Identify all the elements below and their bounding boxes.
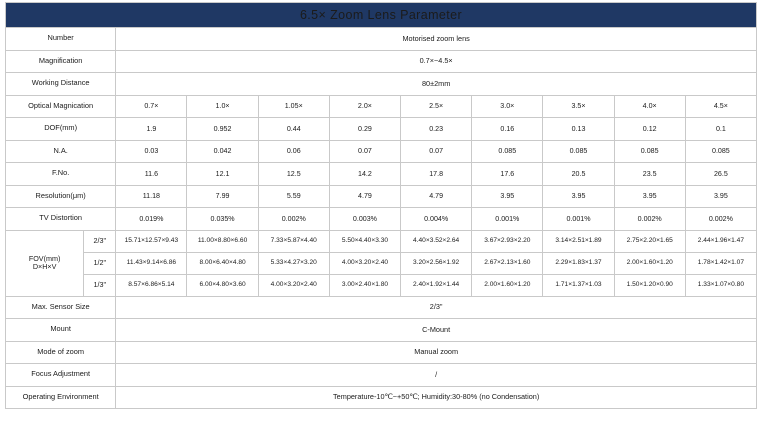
row-label-magnification: Magnification xyxy=(6,50,116,73)
cell-resolution-0: 11.18 xyxy=(116,185,187,208)
table-row-number xyxy=(6,28,757,51)
cell-resolution-3: 4.79 xyxy=(329,185,400,208)
cell-resolution-8: 3.95 xyxy=(685,185,756,208)
row-label-fov-main: FOV(mm) xyxy=(28,253,61,263)
row-value-mode-of-zoom: Manual zoom xyxy=(116,341,757,364)
page-title: 6.5× Zoom Lens Parameter xyxy=(6,3,757,28)
cell-fov-1-8: 1.78×1.42×1.07 xyxy=(685,252,756,274)
row-label-operating-environment: Operating Environment xyxy=(6,386,116,409)
cell-tv-distortion-5: 0.001% xyxy=(472,208,543,231)
row-label-mode-of-zoom: Mode of zoom xyxy=(6,341,116,364)
cell-fov-2-3: 3.00×2.40×1.80 xyxy=(329,274,400,296)
fov-sensor-0: 2/3" xyxy=(84,230,116,252)
cell-optical-magnication-1: 1.0× xyxy=(187,95,258,118)
cell-tv-distortion-8: 0.002% xyxy=(685,208,756,231)
table-row-na xyxy=(6,140,757,163)
row-label-fno: F.No. xyxy=(6,163,116,186)
cell-fov-2-1: 6.00×4.80×3.60 xyxy=(187,274,258,296)
row-label-max-sensor-size: Max. Sensor Size xyxy=(6,296,116,319)
cell-tv-distortion-6: 0.001% xyxy=(543,208,614,231)
cell-fno-7: 23.5 xyxy=(614,163,685,186)
row-label-resolution: Resolution(μm) xyxy=(6,185,116,208)
cell-na-3: 0.07 xyxy=(329,140,400,163)
cell-fno-5: 17.6 xyxy=(472,163,543,186)
cell-fno-0: 11.6 xyxy=(116,163,187,186)
table-row-max-sensor-size xyxy=(6,296,757,319)
table-row-fov-3 xyxy=(6,274,757,296)
row-label-optical-magnication: Optical Magnication xyxy=(6,95,116,118)
table-row-magnification xyxy=(6,50,757,73)
table-row-mount xyxy=(6,319,757,342)
row-label-number: Number xyxy=(6,28,116,51)
cell-tv-distortion-1: 0.035% xyxy=(187,208,258,231)
cell-tv-distortion-0: 0.019% xyxy=(116,208,187,231)
fov-sensor-2: 1/3" xyxy=(84,274,116,296)
cell-fov-0-1: 11.00×8.80×6.60 xyxy=(187,230,258,252)
cell-fov-0-4: 4.40×3.52×2.64 xyxy=(401,230,472,252)
row-value-mount: C-Mount xyxy=(116,319,757,342)
table-row-tv-distortion xyxy=(6,208,757,231)
table-row-dof xyxy=(6,118,757,141)
cell-na-2: 0.06 xyxy=(258,140,329,163)
cell-fov-1-7: 2.00×1.60×1.20 xyxy=(614,252,685,274)
cell-na-5: 0.085 xyxy=(472,140,543,163)
cell-resolution-7: 3.95 xyxy=(614,185,685,208)
cell-resolution-6: 3.95 xyxy=(543,185,614,208)
cell-resolution-4: 4.79 xyxy=(401,185,472,208)
table-row-fov-1 xyxy=(6,230,757,252)
cell-resolution-5: 3.95 xyxy=(472,185,543,208)
cell-fov-1-1: 8.00×6.40×4.80 xyxy=(187,252,258,274)
cell-optical-magnication-3: 2.0× xyxy=(329,95,400,118)
cell-fov-2-4: 2.40×1.92×1.44 xyxy=(401,274,472,296)
cell-fov-1-0: 11.43×9.14×6.86 xyxy=(116,252,187,274)
row-label-dof: DOF(mm) xyxy=(6,118,116,141)
spec-table xyxy=(5,2,757,409)
table-row-working-distance xyxy=(6,73,757,96)
cell-fno-6: 20.5 xyxy=(543,163,614,186)
cell-dof-0: 1.9 xyxy=(116,118,187,141)
cell-fov-0-8: 2.44×1.96×1.47 xyxy=(685,230,756,252)
cell-optical-magnication-5: 3.0× xyxy=(472,95,543,118)
cell-fov-2-8: 1.33×1.07×0.80 xyxy=(685,274,756,296)
cell-fov-1-4: 3.20×2.56×1.92 xyxy=(401,252,472,274)
row-label-na: N.A. xyxy=(6,140,116,163)
table-row-resolution xyxy=(6,185,757,208)
cell-dof-7: 0.12 xyxy=(614,118,685,141)
cell-na-8: 0.085 xyxy=(685,140,756,163)
cell-optical-magnication-4: 2.5× xyxy=(401,95,472,118)
cell-na-6: 0.085 xyxy=(543,140,614,163)
cell-fno-8: 26.5 xyxy=(685,163,756,186)
cell-dof-2: 0.44 xyxy=(258,118,329,141)
cell-fno-1: 12.1 xyxy=(187,163,258,186)
table-row-operating-environment xyxy=(6,386,757,409)
row-value-magnification: 0.7×~4.5× xyxy=(116,50,757,73)
table-row-fno xyxy=(6,163,757,186)
cell-fov-0-3: 5.50×4.40×3.30 xyxy=(329,230,400,252)
cell-resolution-2: 5.59 xyxy=(258,185,329,208)
cell-na-1: 0.042 xyxy=(187,140,258,163)
cell-fov-0-6: 3.14×2.51×1.89 xyxy=(543,230,614,252)
row-value-number: Motorised zoom lens xyxy=(116,28,757,51)
cell-fov-2-5: 2.00×1.60×1.20 xyxy=(472,274,543,296)
row-value-focus-adjustment: / xyxy=(116,364,757,387)
cell-dof-6: 0.13 xyxy=(543,118,614,141)
cell-na-4: 0.07 xyxy=(401,140,472,163)
row-label-focus-adjustment: Focus Adjustment xyxy=(6,364,116,387)
cell-fov-2-0: 8.57×6.86×5.14 xyxy=(116,274,187,296)
table-row-title xyxy=(6,3,757,28)
row-value-max-sensor-size: 2/3" xyxy=(116,296,757,319)
cell-fov-1-3: 4.00×3.20×2.40 xyxy=(329,252,400,274)
row-label-tv-distortion: TV Distortion xyxy=(6,208,116,231)
cell-tv-distortion-7: 0.002% xyxy=(614,208,685,231)
cell-fov-2-2: 4.00×3.20×2.40 xyxy=(258,274,329,296)
fov-sensor-1: 1/2" xyxy=(84,252,116,274)
cell-fov-1-6: 2.29×1.83×1.37 xyxy=(543,252,614,274)
cell-dof-4: 0.23 xyxy=(401,118,472,141)
cell-fov-2-7: 1.50×1.20×0.90 xyxy=(614,274,685,296)
cell-fov-1-5: 2.67×2.13×1.60 xyxy=(472,252,543,274)
cell-optical-magnication-6: 3.5× xyxy=(543,95,614,118)
cell-na-0: 0.03 xyxy=(116,140,187,163)
cell-fno-3: 14.2 xyxy=(329,163,400,186)
cell-tv-distortion-3: 0.003% xyxy=(329,208,400,231)
cell-dof-3: 0.29 xyxy=(329,118,400,141)
cell-resolution-1: 7.99 xyxy=(187,185,258,208)
cell-fno-2: 12.5 xyxy=(258,163,329,186)
cell-dof-8: 0.1 xyxy=(685,118,756,141)
cell-fov-0-0: 15.71×12.57×9.43 xyxy=(116,230,187,252)
cell-fno-4: 17.8 xyxy=(401,163,472,186)
cell-dof-1: 0.952 xyxy=(187,118,258,141)
table-row-focus-adjustment xyxy=(6,364,757,387)
row-label-working-distance: Working Distance xyxy=(6,73,116,96)
row-value-working-distance: 80±2mm xyxy=(116,73,757,96)
cell-fov-0-2: 7.33×5.87×4.40 xyxy=(258,230,329,252)
cell-fov-1-2: 5.33×4.27×3.20 xyxy=(258,252,329,274)
row-label-fov xyxy=(6,230,84,296)
cell-dof-5: 0.16 xyxy=(472,118,543,141)
cell-tv-distortion-4: 0.004% xyxy=(401,208,472,231)
row-label-mount: Mount xyxy=(6,319,116,342)
row-value-operating-environment: Temperature-10℃~+50℃; Humidity:30-80% (no Condensation) xyxy=(116,386,757,409)
table-row-optical-magnication xyxy=(6,95,757,118)
cell-optical-magnication-2: 1.05× xyxy=(258,95,329,118)
table-row-mode-of-zoom xyxy=(6,341,757,364)
row-label-fov-sub: D×H×V xyxy=(32,262,57,271)
spec-sheet xyxy=(5,0,757,409)
cell-fov-2-6: 1.71×1.37×1.03 xyxy=(543,274,614,296)
cell-optical-magnication-0: 0.7× xyxy=(116,95,187,118)
cell-na-7: 0.085 xyxy=(614,140,685,163)
cell-tv-distortion-2: 0.002% xyxy=(258,208,329,231)
cell-optical-magnication-7: 4.0× xyxy=(614,95,685,118)
cell-optical-magnication-8: 4.5× xyxy=(685,95,756,118)
cell-fov-0-5: 3.67×2.93×2.20 xyxy=(472,230,543,252)
cell-fov-0-7: 2.75×2.20×1.65 xyxy=(614,230,685,252)
table-row-fov-2 xyxy=(6,252,757,274)
